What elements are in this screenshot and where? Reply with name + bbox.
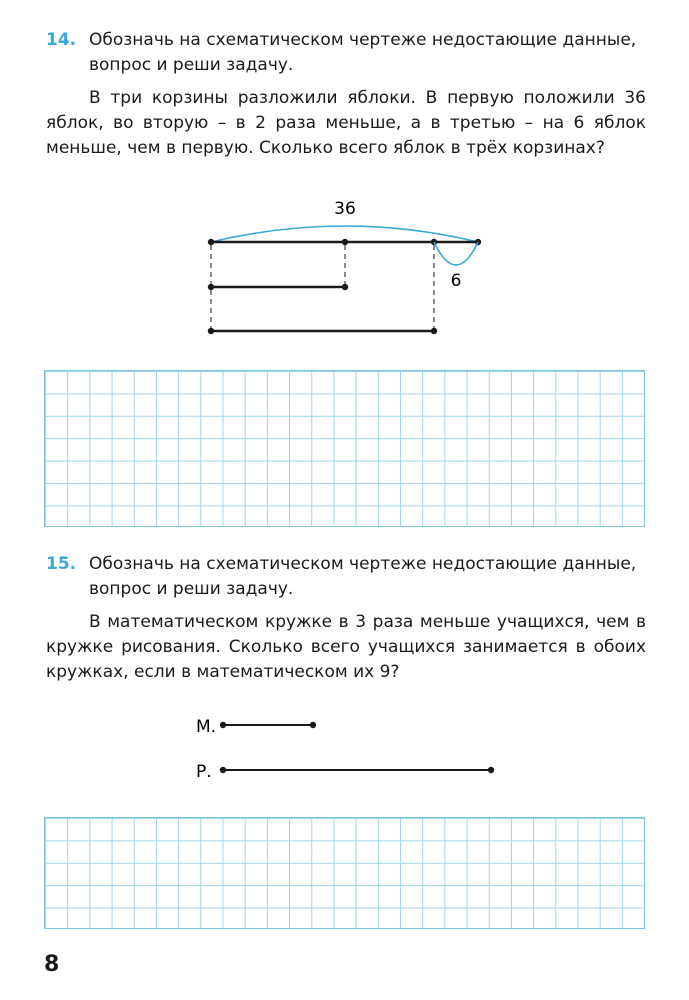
task-14-number: 14.: [46, 30, 77, 50]
total-label: 36: [334, 199, 356, 219]
task-15-title: Обозначь на схематическом чертеже недостающие данные, вопрос и реши задачу.: [89, 554, 637, 599]
label-math: М.: [196, 717, 217, 737]
task-15-text: В математическом кружке в 3 раза меньше учащихся, чем в кружке рисования. Сколько всего учащихся занимается в обоих кружках, если в математическом их 9?: [46, 612, 646, 682]
task-15-diagram: [0, 705, 689, 785]
point: [342, 284, 348, 290]
label-drawing: Р.: [196, 762, 212, 782]
page-number: 8: [44, 952, 60, 977]
task-14-text: В три корзины разложили яблоки. В первую положили 36 яблок, во вторую – в 2 раза меньше, а в третью – на 6 яблок меньше, чем в первую. Сколько всего яблок в трёх корзинах?: [46, 88, 646, 158]
point: [488, 767, 494, 773]
answer-grid-task-14[interactable]: [44, 370, 645, 527]
point: [342, 239, 348, 245]
difference-brace: [434, 242, 478, 265]
point: [310, 722, 316, 728]
task-15: [46, 552, 646, 685]
point: [220, 722, 226, 728]
point: [431, 328, 437, 334]
task-14-header: [46, 28, 646, 78]
answer-grid-task-15[interactable]: [44, 817, 645, 929]
task-14: [46, 28, 646, 161]
point: [208, 239, 214, 245]
task-15-header: [46, 552, 646, 602]
point: [220, 767, 226, 773]
task-15-number: 15.: [46, 554, 77, 574]
point: [208, 284, 214, 290]
difference-label: 6: [450, 271, 462, 291]
point: [208, 328, 214, 334]
task-14-title: Обозначь на схематическом чертеже недостающие данные, вопрос и реши задачу.: [89, 30, 637, 75]
task-14-diagram: [0, 190, 689, 340]
